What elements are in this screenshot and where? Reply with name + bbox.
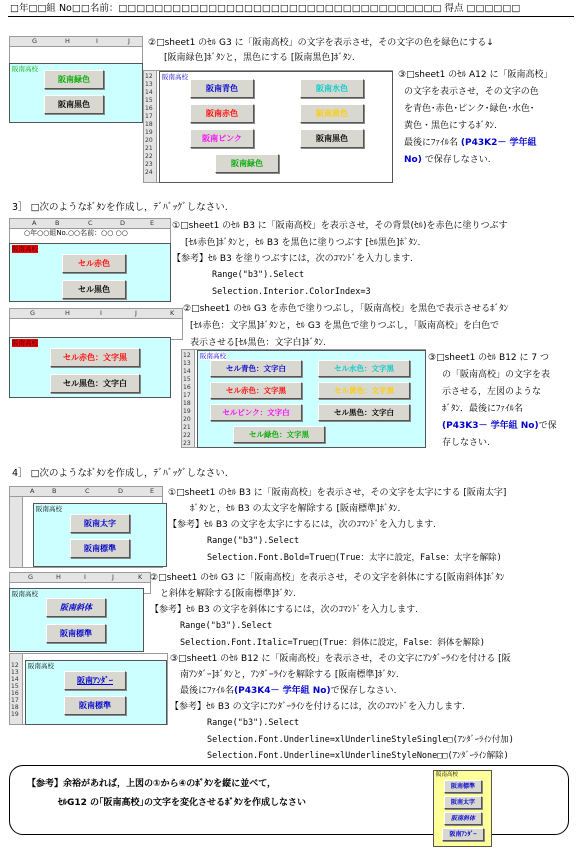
btn-cell-red-black[interactable]: セル赤色：文字黒 (50, 348, 140, 367)
form-s3-1 (9, 243, 171, 302)
btn-hannan-black[interactable]: 阪南黒色 (44, 95, 104, 114)
sheet-g-j-top (9, 36, 143, 66)
btn-hannan-green[interactable]: 阪南緑色 (44, 70, 104, 89)
s4-item1-line2: ﾎﾞﾀﾝと，ｾﾙ B3 の太文字を解除する [阪南標準]ﾎﾞﾀﾝ. (190, 504, 401, 514)
s3-item3-line5 (442, 420, 557, 432)
filename-a: (P43K2－ 学年組 (460, 138, 537, 148)
btn-cell-blue[interactable]: セル青色：文字白 (210, 360, 302, 377)
btn-hannan-bold[interactable]: 阪南太字 (70, 514, 130, 533)
s3-item3-line3: 示させる，左図のような (442, 387, 542, 397)
header-line: □年□□組 No□□名前：□□□□□□□□□□□□□□□□□□□□□□□□□□□□□□□□□□□□ 得点 □□□□□□ (10, 3, 521, 14)
filename: (P43K4－ 学年組 No) (234, 686, 331, 696)
btn-hannan-yellow[interactable]: 阪南黄色 (300, 104, 364, 123)
form-title: 阪南高校 (200, 352, 226, 360)
prefix: 最後にﾌｧｲﾙ名 (180, 686, 235, 696)
form-title: 阪南高校 (12, 590, 38, 598)
form-title: 阪南高校 (12, 245, 38, 253)
s3-item3-line1: ③□sheet1 のｾﾙ B12 に 7 つ (428, 353, 549, 363)
btn-hannan-std2[interactable]: 阪南標準 (46, 624, 106, 643)
col-label: J (128, 37, 130, 45)
form-title: 阪南高校 (28, 662, 54, 670)
s3-item1-line1: ①□sheet1 のｾﾙ B3 に「阪南高校」を表示させ，その背景(ｾﾙ)を赤色に塗りつぶす (172, 221, 508, 231)
form-green-black (9, 63, 143, 123)
btn-hannan-std3[interactable]: 阪南標準 (64, 696, 126, 715)
s2-item3-line4: 黄色・黒色にするﾎﾞﾀﾝ. (404, 121, 497, 131)
form-title: 阪南高校 (12, 65, 38, 73)
form-b12-cells (197, 350, 426, 448)
s4-code3b: Selection.Font.Underline=xlUnderlineStyleSingle□(ｱﾝﾀﾞｰﾗｲﾝ付加) (207, 735, 514, 745)
suffix: で保 (538, 421, 557, 431)
s3-heading: 3］ □次のようなﾎﾞﾀﾝを作成し，ﾃﾞﾊﾞｯｸﾞしなさい. (12, 202, 228, 213)
col-label: H (65, 37, 70, 45)
col-label: G (32, 37, 38, 45)
filename-b: No) (404, 155, 422, 165)
btn-hannan-italic[interactable]: 阪南斜体 (46, 598, 106, 617)
note-line2: ｾﾙG12 の｢阪南高校｣の文字を変化させるﾎﾞﾀﾝを作成しなさい (58, 798, 307, 808)
filename: (P43K3－ 学年組 No) (442, 421, 539, 431)
form-title: 阪南高校 (36, 505, 62, 513)
s3-item3-line6: 存しなさい. (442, 438, 490, 448)
btn-hannan-black2[interactable]: 阪南黒色 (300, 129, 364, 148)
s4-ref2: 【参考】ｾﾙ B3 の文字を斜体にするには，次のｺﾏﾝﾄﾞを入力します. (150, 605, 418, 615)
sheet-b12-s3 (181, 349, 426, 448)
s3-item1-line2: [ｾﾙ赤色]ﾎﾞﾀﾝと，ｾﾙ B3 を黒色に塗りつぶす [ｾﾙ黒色]ﾎﾞﾀﾝ. (185, 238, 421, 248)
suffix: で保存しなさい. (330, 686, 397, 696)
btn-hannan-blue[interactable]: 阪南青色 (190, 79, 254, 98)
s3-item2-line3: 表示させる[ｾﾙ黒色：文字白]ﾎﾞﾀﾝ. (190, 338, 326, 348)
s4-item3-line1: ③□sheet1 のｾﾙ B12 に「阪南高校」を表示させ，その文字にｱﾝﾀﾞｰﾗｲﾝを付ける [阪 (170, 654, 511, 664)
s3-item2-line2: [ｾﾙ赤色：文字黒]ﾎﾞﾀﾝと，ｾﾙ G3 を黒色で塗りつぶし，「阪南高校」を白色で (190, 321, 499, 331)
header-underline (8, 16, 574, 17)
s4-item3-line2: 南ｱﾝﾀﾞｰ]ﾎﾞﾀﾝと，ｱﾝﾀﾞｰﾗｲﾝを解除する [阪南標準]ﾎﾞﾀﾝ. (180, 670, 399, 680)
btn-hannan-green2[interactable]: 阪南緑色 (215, 154, 279, 173)
s3-ref: 【参考】ｾﾙ B3 を塗りつぶすには，次のｺﾏﾝﾄﾞを入力します. (172, 254, 413, 264)
btn-hannan-std1[interactable]: 阪南標準 (70, 539, 130, 558)
form-title: 阪南高校 (162, 73, 188, 81)
s4-heading: 4］ □次のようなﾎﾞﾀﾝを作成し，ﾃﾞﾊﾞｯｸﾞしなさい. (12, 468, 228, 479)
col-label: I (96, 37, 98, 45)
s2-item2-line2: [阪南緑色]ﾎﾞﾀﾝと，黒色にする [阪南黒色]ﾎﾞﾀﾝ. (164, 53, 355, 63)
prefix: 最後にﾌｧｲﾙ名 (404, 138, 459, 148)
btn-cell-red[interactable]: セル赤色 (62, 254, 126, 273)
btn-cell-pink[interactable]: セルピンク：文字白 (210, 404, 302, 421)
form-s4-1 (33, 503, 167, 567)
column-header-row: A B C D E (10, 219, 170, 229)
note-line1: 【参考】余裕があれば，上図の①から④のﾎﾞﾀﾝを縦に並べて， (27, 779, 277, 789)
column-header-row: A B C D E (10, 487, 162, 497)
form-title: 阪南高校 (436, 772, 459, 778)
form-s4-2 (9, 588, 144, 652)
column-header-row: G H I J K (10, 309, 182, 319)
row-header-col: 12 13 14 15 16 17 18 19 (10, 654, 23, 724)
s4-item1-line1: ①□sheet1 のｾﾙ B3 に「阪南高校」を表示させ，その文字を太字にする [阪南太字] (168, 488, 507, 498)
s2-item3-line1: ③□sheet1 のｾﾙ A12 に「阪南高校」 (398, 70, 553, 80)
s2-item3-line6 (404, 154, 491, 166)
btn-cell-red2[interactable]: セル赤色：文字黒 (210, 382, 302, 399)
btn-hannan-underline[interactable]: 阪南ｱﾝﾀﾞｰ (64, 671, 126, 690)
column-header-row (10, 37, 142, 47)
s4-ref1: 【参考】ｾﾙ B3 の文字を太字にするには，次のｺﾏﾝﾄﾞを入力します. (168, 520, 436, 530)
note-btn-underline[interactable]: 阪南ｱﾝﾀﾞｰ (442, 828, 484, 841)
btn-hannan-pink[interactable]: 阪南ピンク (190, 129, 254, 148)
s3-item3-line2: の「阪南高校」の文字を表 (442, 370, 551, 380)
row-header-col: 12 13 14 15 16 17 18 19 20 21 22 23 24 (144, 71, 157, 182)
s2-item3-line5 (404, 137, 537, 149)
sheet-a-e-s3 (9, 218, 171, 244)
note-btn-std[interactable]: 阪南標準 (444, 780, 482, 793)
form-title: 阪南高校 (12, 339, 38, 347)
row-header-col (10, 497, 23, 567)
row-header-col: 12 13 14 15 16 17 18 19 20 21 22 23 (182, 350, 195, 447)
btn-cell-yellow[interactable]: セル黄色：文字黒 (318, 382, 410, 399)
btn-hannan-red[interactable]: 阪南赤色 (190, 104, 254, 123)
form-note (433, 770, 492, 847)
s2-item3-line3: を青色･赤色･ピンク･緑色･水色･ (404, 104, 535, 114)
sheet-a12 (143, 70, 393, 183)
row1-text: ○年○○組No.○○名前：○○ ○○ (24, 229, 128, 237)
s4-code1b: Selection.Font.Bold=True□(True：太字に設定，False：太字を解除) (207, 553, 502, 563)
form-a12-colors (159, 71, 393, 183)
sheet-g-k-s3 (9, 308, 183, 340)
s2-item3-line2: の文字を表示させ，その文字の色 (404, 87, 539, 97)
s4-item2-line2: と斜体を解除する[阪南標準]ﾎﾞﾀﾝ. (160, 589, 296, 599)
btn-cell-black-white[interactable]: セル黒色：文字白 (50, 374, 140, 393)
s4-item3-line3 (180, 685, 396, 697)
s4-code2a: Range("b3").Select (180, 621, 273, 631)
s4-code3c: Selection.Font.Underline=xlUnderlineStyleNone□□(ｱﾝﾀﾞｰﾗｲﾝ解除) (207, 751, 509, 761)
s4-code1a: Range("b3").Select (207, 536, 300, 546)
btn-cell-black2[interactable]: セル黒色：文字白 (318, 404, 410, 421)
s3-item2-line1: ②□sheet1 のｾﾙ G3 を赤色で塗りつぶし，「阪南高校」を黒色で表示させるﾎﾞﾀﾝ (183, 304, 509, 314)
s4-item2-line1: ②□sheet1 のｾﾙ G3 に「阪南高校」を表示させ，その文字を斜体にする[阪南斜体]ﾎﾞﾀﾝ (150, 573, 505, 583)
s4-code3a: Range("b3").Select (207, 718, 300, 728)
form-s3-2 (9, 337, 171, 398)
btn-cell-black[interactable]: セル黒色 (62, 280, 126, 299)
suffix: で保存しなさい. (424, 155, 491, 165)
note-btn-bold[interactable]: 阪南太字 (444, 796, 482, 809)
s3-code2: Selection.Interior.ColorIndex=3 (212, 287, 371, 297)
btn-cell-green[interactable]: セル緑色：文字黒 (233, 426, 325, 443)
form-s4-3 (25, 660, 167, 725)
s3-item3-line4: ﾎﾞﾀﾝ．最後にﾌｧｲﾙ名 (442, 404, 524, 414)
note-btn-italic[interactable]: 阪南斜体 (444, 812, 482, 825)
s4-code2b: Selection.Font.Italic=True□(True：斜体に設定，False：斜体を解除) (180, 638, 485, 648)
btn-hannan-aqua[interactable]: 阪南水色 (300, 79, 364, 98)
s2-item2-line1: ②□sheet1 のｾﾙ G3 に「阪南高校」の文字を表示させ，その文字の色を緑色にする↓ (148, 38, 494, 48)
s3-code1: Range("b3").Select (212, 270, 305, 280)
sheet-b12-s4 (9, 653, 168, 725)
s4-ref3: 【参考】ｾﾙ B3 の文字にｱﾝﾀﾞｰﾗｲﾝを付けるには，次のｺﾏﾝﾄﾞを入力します. (170, 702, 465, 712)
btn-cell-aqua[interactable]: セル水色：文字黒 (318, 360, 410, 377)
column-header-row: G H I J K (10, 573, 150, 583)
